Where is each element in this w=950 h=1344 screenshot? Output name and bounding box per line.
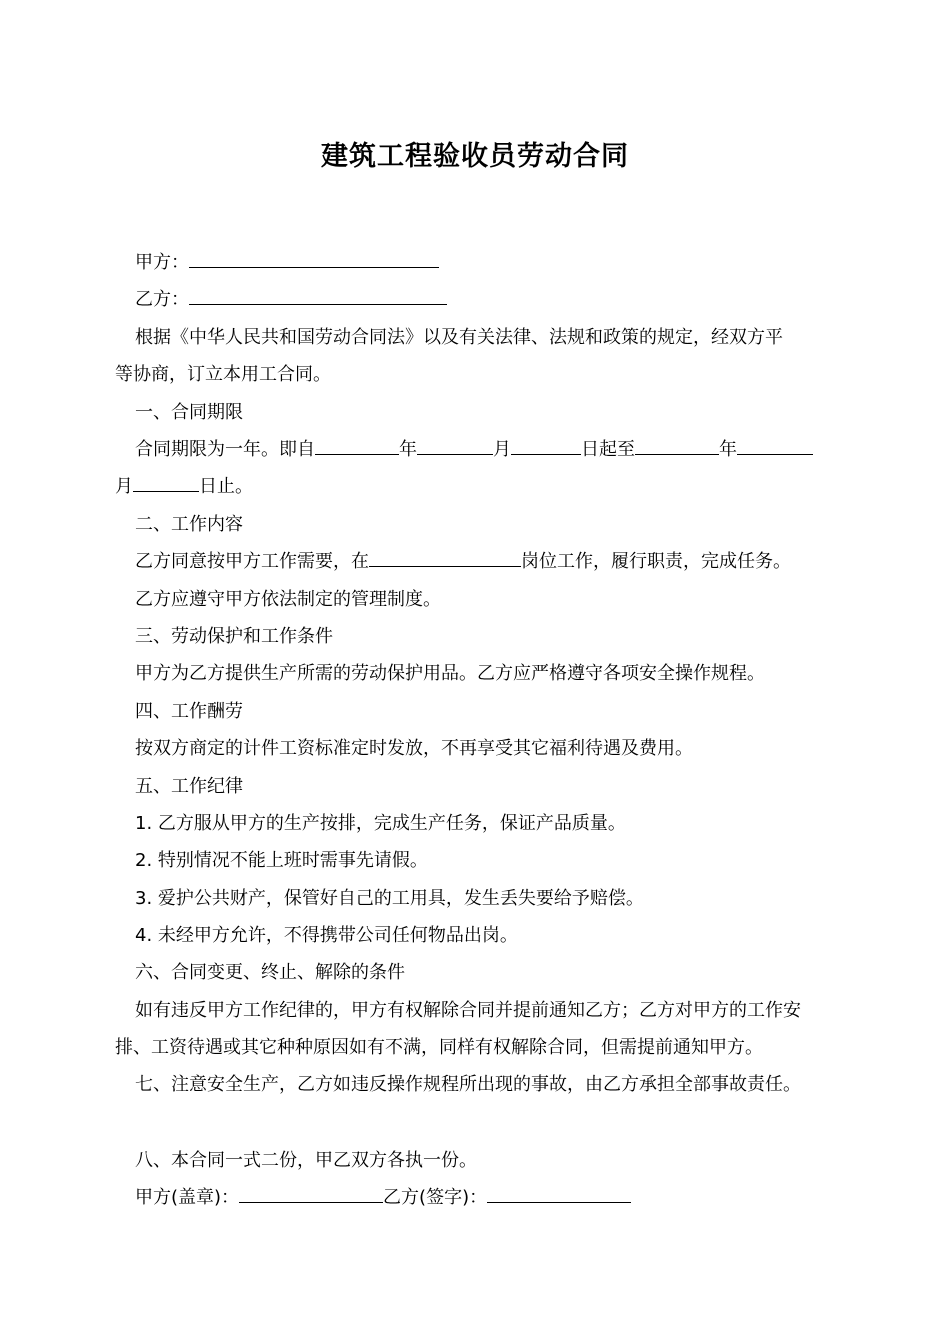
party-a-seal-blank[interactable] <box>239 1185 383 1203</box>
month-label: 月 <box>493 439 511 460</box>
end-day-blank[interactable] <box>133 474 199 492</box>
party-b-sign-label: 乙方(签字)： <box>383 1187 488 1208</box>
month-label: 月 <box>115 476 133 497</box>
year-label: 年 <box>399 439 417 460</box>
party-a-label: 甲方： <box>135 252 189 273</box>
party-b-blank[interactable] <box>189 287 447 305</box>
section-5-heading: 五、工作纪律 <box>135 776 243 797</box>
document-title: 建筑工程验收员劳动合同 <box>321 141 629 172</box>
work-content-pre: 乙方同意按甲方工作需要，在 <box>135 551 369 572</box>
work-content-post: 岗位工作，履行职责，完成任务。 <box>521 551 791 572</box>
discipline-item-4: 4. 未经甲方允许，不得携带公司任何物品出岗。 <box>135 925 518 946</box>
day-to-label: 日止。 <box>199 476 253 497</box>
term-line-2 <box>115 474 253 500</box>
party-b-line <box>135 287 447 313</box>
party-a-line <box>135 250 439 276</box>
section-2-heading: 二、工作内容 <box>135 514 243 535</box>
work-content-line-2: 乙方应遵守甲方依法制定的管理制度。 <box>135 589 441 610</box>
party-b-sign-blank[interactable] <box>487 1185 631 1203</box>
section-6-heading: 六、合同变更、终止、解除的条件 <box>135 962 405 983</box>
protection-text: 甲方为乙方提供生产所需的劳动保护用品。乙方应严格遵守各项安全操作规程。 <box>135 663 765 684</box>
party-a-seal-label: 甲方(盖章)： <box>135 1187 240 1208</box>
termination-line-2: 排、工资待遇或其它种种原因如有不满，同样有权解除合同，但需提前通知甲方。 <box>115 1037 763 1058</box>
start-month-blank[interactable] <box>417 437 493 455</box>
intro-line-1: 根据《中华人民共和国劳动合同法》以及有关法律、法规和政策的规定，经双方平 <box>135 327 783 348</box>
discipline-item-2: 2. 特别情况不能上班时需事先请假。 <box>135 850 428 871</box>
signature-line <box>135 1185 631 1211</box>
intro-line-2: 等协商，订立本用工合同。 <box>115 364 331 385</box>
start-day-blank[interactable] <box>511 437 581 455</box>
section-4-heading: 四、工作酬劳 <box>135 701 243 722</box>
party-b-label: 乙方： <box>135 289 189 310</box>
pay-text: 按双方商定的计件工资标准定时发放，不再享受其它福利待遇及费用。 <box>135 738 693 759</box>
discipline-item-3: 3. 爱护公共财产，保管好自己的工用具，发生丢失要给予赔偿。 <box>135 888 644 909</box>
end-month-blank[interactable] <box>737 437 813 455</box>
term-text: 合同期限为一年。即自 <box>135 439 315 460</box>
term-line-1 <box>135 437 813 463</box>
termination-line-1: 如有违反甲方工作纪律的，甲方有权解除合同并提前通知乙方；乙方对甲方的工作安 <box>135 1000 801 1021</box>
section-8-text: 八、本合同一式二份，甲乙双方各执一份。 <box>135 1150 477 1171</box>
section-3-heading: 三、劳动保护和工作条件 <box>135 626 333 647</box>
position-blank[interactable] <box>369 549 521 567</box>
start-year-blank[interactable] <box>315 437 399 455</box>
year-label: 年 <box>719 439 737 460</box>
day-from-label: 日起至 <box>581 439 635 460</box>
work-content-line-1 <box>135 549 791 575</box>
discipline-item-1: 1. 乙方服从甲方的生产按排，完成生产任务，保证产品质量。 <box>135 813 626 834</box>
end-year-blank[interactable] <box>635 437 719 455</box>
party-a-blank[interactable] <box>189 250 439 268</box>
section-1-heading: 一、合同期限 <box>135 402 243 423</box>
section-7-text: 七、注意安全生产，乙方如违反操作规程所出现的事故，由乙方承担全部事故责任。 <box>135 1074 801 1095</box>
